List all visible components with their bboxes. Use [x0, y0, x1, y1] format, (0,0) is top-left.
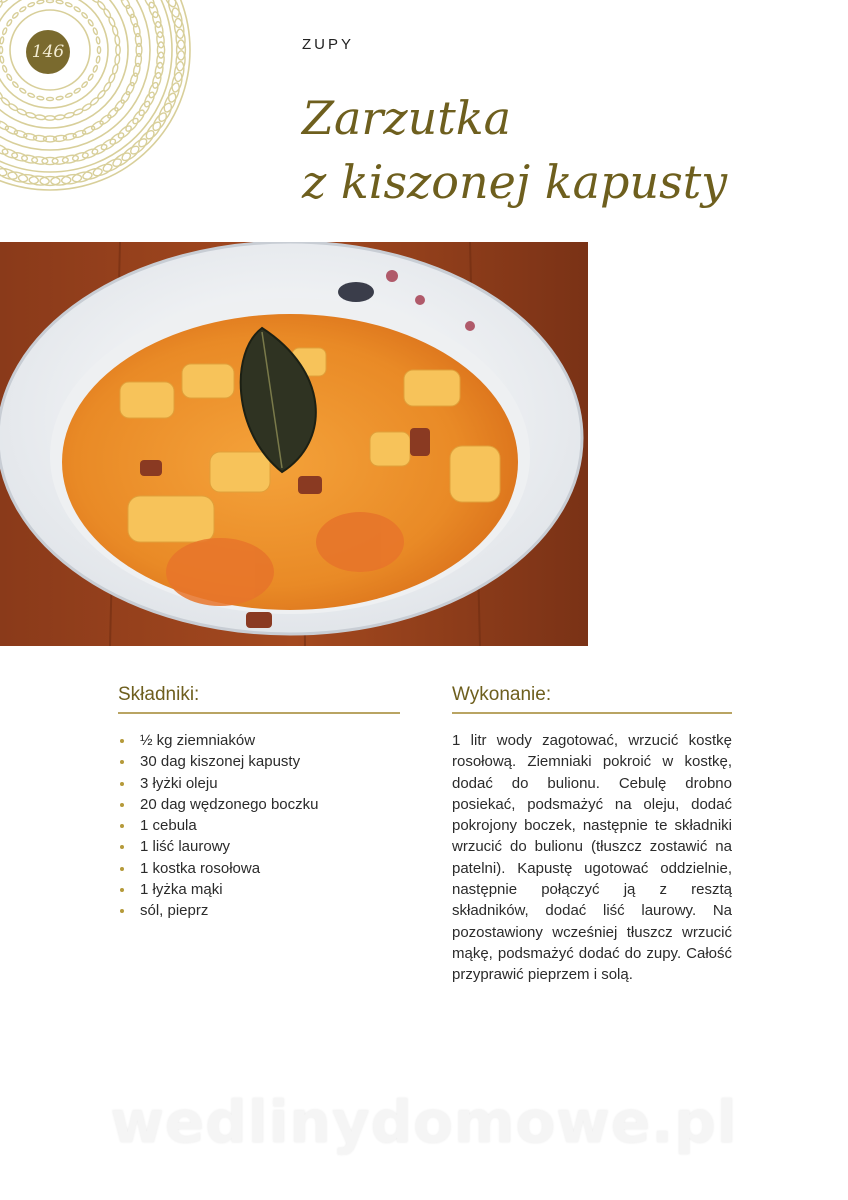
ingredient-item: 1 kostka rosołowa: [118, 858, 318, 879]
soup-photo: [0, 242, 588, 646]
method-text: 1 litr wody zagotować, wrzucić kostkę rosołową. Ziemniaki pokroić w kostkę, dodać do bulionu. Cebulę drobno posiekać, podsmażyć na oleju, dodać pokrojony boczek, następnie te składniki wrzucić do bulionu (tłuszcz zostawić na patelni). Kapustę ugotować oddzielnie, następnie połączyć ją z resztą składników, dodać liść laurowy. Na pozostawiony wcześniej tłuszcz wrzucić mąkę, podsmażyć dodać do zupy. Całość przyprawić pieprzem i solą.: [452, 732, 732, 984]
title-line-1: Zarzutka: [302, 91, 512, 145]
ingredient-item: sól, pieprz: [118, 900, 318, 921]
method-heading: Wykonanie:: [452, 684, 552, 705]
method-rule: [452, 712, 732, 714]
ingredient-item: 1 liść laurowy: [118, 836, 318, 857]
watermark-text: wedlinydomowe.pl: [110, 1088, 738, 1156]
ingredients-heading: Składniki:: [118, 684, 200, 705]
ingredient-item: 30 dag kiszonej kapusty: [118, 751, 318, 772]
title-line-2: z kiszonej kapusty: [302, 155, 728, 209]
ingredient-item: 3 łyżki oleju: [118, 773, 318, 794]
page-number-badge: 146: [26, 30, 70, 74]
ingredients-rule: [118, 712, 400, 714]
ingredients-list: [118, 730, 318, 922]
ingredient-item: ½ kg ziemniaków: [118, 730, 318, 751]
ingredient-item: 1 cebula: [118, 815, 318, 836]
ingredient-item: 20 dag wędzonego boczku: [118, 794, 318, 815]
ingredient-item: 1 łyżka mąki: [118, 879, 318, 900]
recipe-title: [302, 86, 727, 214]
section-label: ZUPY: [302, 36, 355, 53]
